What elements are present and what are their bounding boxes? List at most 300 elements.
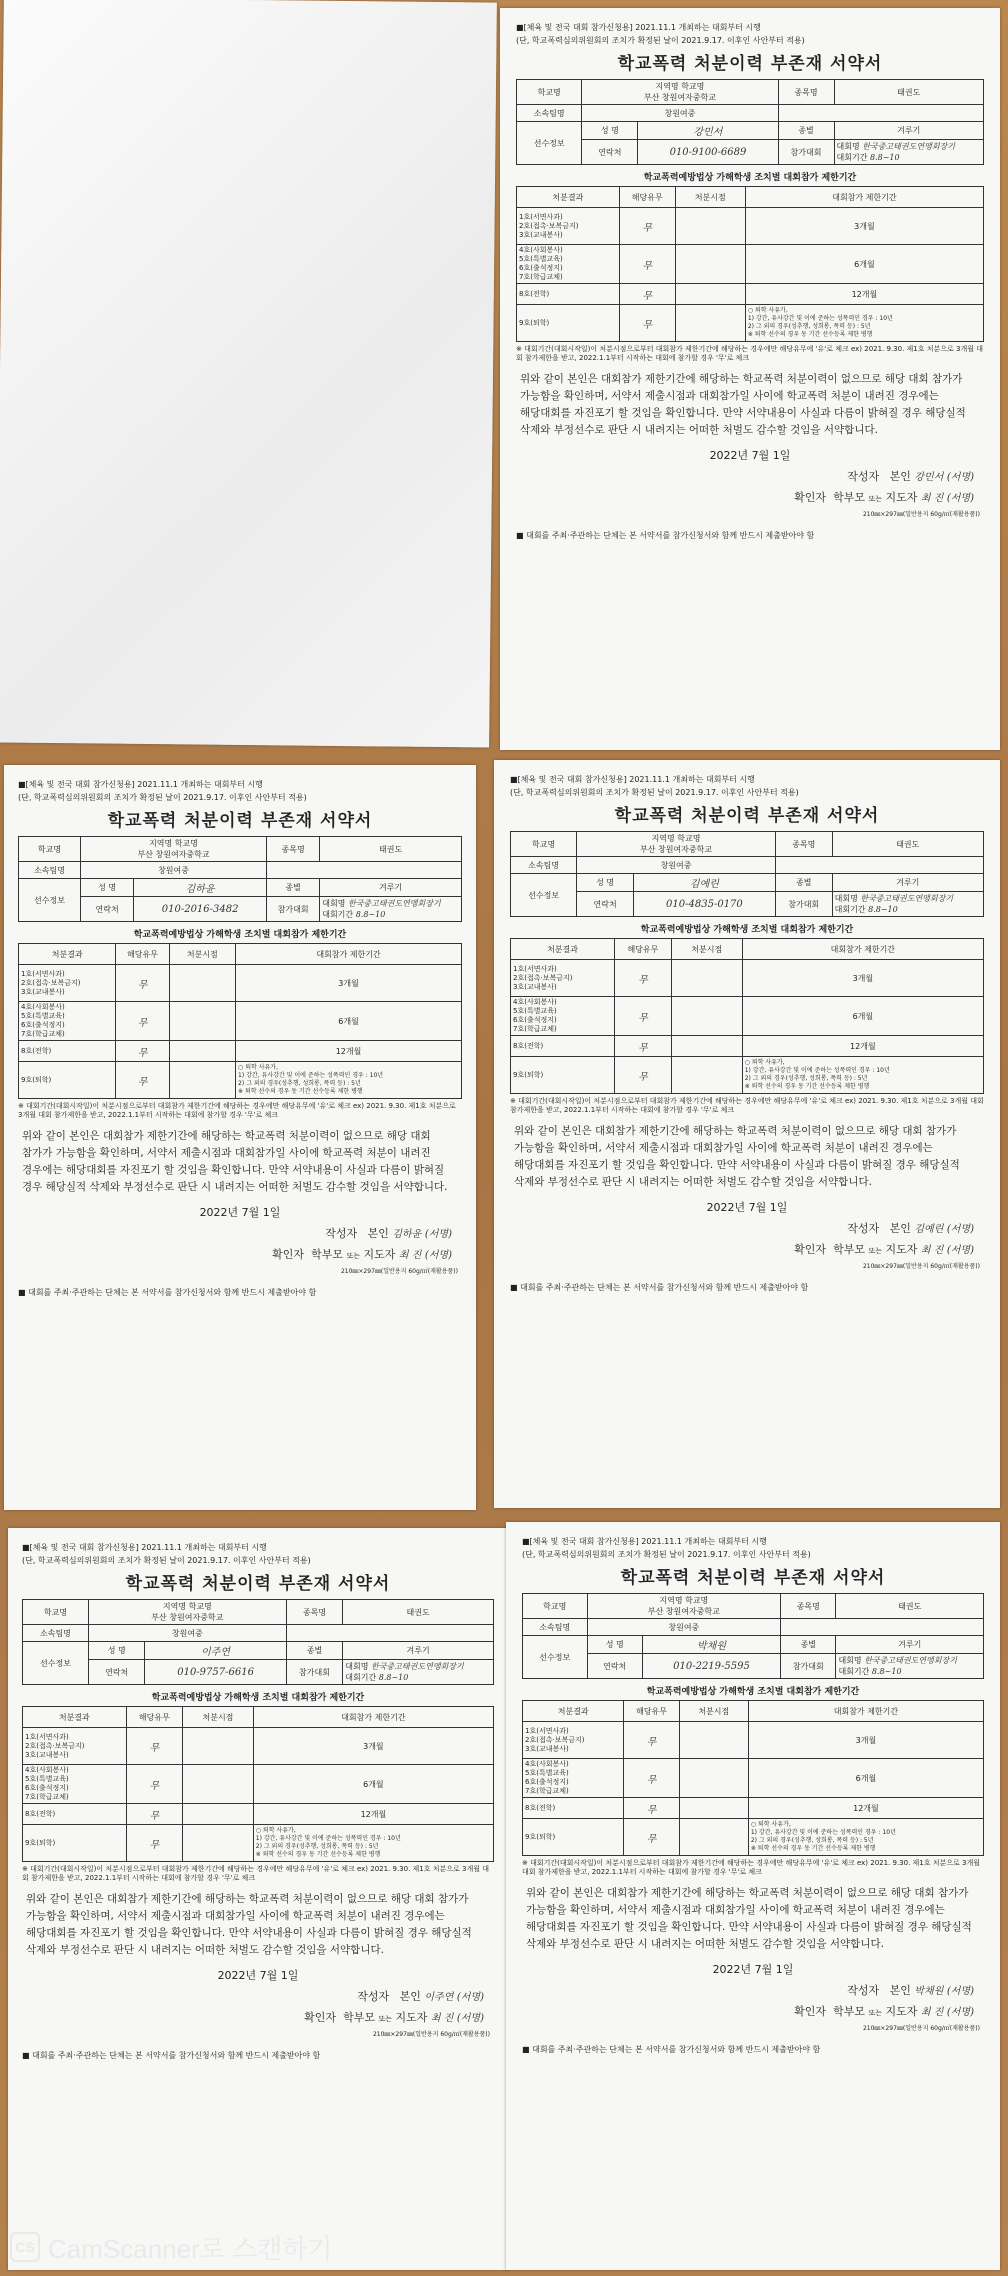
col-header-timing: 처분시점 [679, 1701, 748, 1722]
limit-expulsion: ○ 퇴학 사유가, 1) 강간, 유사강간 및 이에 준하는 성폭력인 경우 : 10년 2) 그 외의 경우(성추행, 성희롱, 폭력 등) : 5년 ※ 퇴학 선수의 경우 동 기간 선수등록 제한 병행 [742, 1057, 983, 1094]
col-header-timing: 처분시점 [183, 1707, 254, 1728]
player-contact: 010-9100-6689 [638, 140, 778, 165]
paper-spec: 210㎜×297㎜(일반용지 60g/㎡(재활용품)) [862, 511, 980, 518]
or-label: 또는 [346, 1252, 360, 1260]
pledge-date: 2022년 7월 1일 [217, 1969, 299, 1982]
school-name-cell [582, 80, 778, 105]
info-table [18, 836, 462, 922]
label-event: 종목명 [778, 80, 834, 105]
confirmer-label: 확인자 [272, 1248, 305, 1261]
timing-cell [679, 1798, 748, 1819]
label-event-participation: 참가대회 [781, 1654, 836, 1679]
event-name: 태권도 [343, 1600, 494, 1625]
label-player-info: 선수정보 [19, 879, 81, 922]
limit-12-months: 12개월 [236, 1041, 462, 1062]
timing-cell [679, 1759, 748, 1798]
competition-period: 8.8~10 [868, 905, 898, 914]
applicable-mark: 무 [619, 305, 675, 342]
author-line [516, 467, 974, 488]
measure-8: 8호(전학) [517, 284, 620, 305]
applicable-mark: 무 [624, 1819, 679, 1856]
col-header-result: 처분결과 [19, 944, 116, 965]
label-competition: 대회명 [322, 899, 346, 908]
pledge-date: 2022년 7월 1일 [712, 1963, 794, 1976]
limit-3-months: 3개월 [236, 965, 462, 1002]
form-header-line1: ■[체육 및 전국 대회 참가신청용] 2021.11.1 개최하는 대회부터 시행 [516, 23, 761, 32]
footer-note: ■ 대회를 주최·주관하는 단체는 본 서약서를 참가신청서와 함께 반드시 제출받아야 함 [522, 2045, 821, 2054]
player-name: 박채원 [642, 1636, 780, 1654]
confirmer-label: 확인자 [304, 2011, 337, 2024]
limit-3-months: 3개월 [745, 208, 983, 245]
label-category: 종별 [286, 1642, 343, 1660]
team-name: 창원여중 [88, 1625, 286, 1642]
coach-signature: 최 진 [430, 2013, 454, 2024]
empty-cell [778, 105, 984, 122]
event-name: 태권도 [832, 832, 983, 857]
author-signature: 김예린 [914, 1224, 944, 1235]
self-label: 본인 [367, 1227, 389, 1240]
label-period: 대회기간 [836, 153, 868, 162]
pledge-sheet-4 [8, 1528, 508, 2270]
author-label: 작성자 [325, 1227, 358, 1240]
coach-signature: 최 진 [920, 1245, 944, 1256]
label-affiliation: 소속팀명 [523, 1619, 588, 1636]
coach-label: 지도자 [885, 2005, 918, 2018]
confirmer-line [18, 1245, 452, 1266]
parent-label: 학부모 [343, 2011, 375, 2024]
label-name: 성 명 [582, 122, 638, 140]
info-table [522, 1593, 984, 1679]
label-school-name: 학교명 [523, 1594, 588, 1619]
author-seal: (서명) [424, 1229, 452, 1240]
competition-period: 8.8~10 [870, 153, 900, 162]
form-title: 학교폭력 처분이력 부존재 서약서 [617, 54, 883, 74]
form-header-line2: (단, 학교폭력심의위원회의 조치가 확정된 날이 2021.9.17. 이후인 사안부터 적용) [516, 36, 805, 45]
table-note: ※ 대회기간(대회시작일)이 처분시점으로부터 대회참가 제한기간에 해당하는 경우에만 해당유무에 '유'로 체크 ex) 2021. 9.30. 제1호 처분으로 3개월 대회 참가제한을 받고, 2022.1.1부터 시작하는 대회에 참가할 경우 '무'로 체크 [522, 1859, 980, 1876]
restriction-table [22, 1706, 494, 1862]
school-region: 지역명 학교명 [655, 82, 705, 91]
self-label: 본인 [889, 470, 911, 483]
label-event: 종목명 [775, 832, 832, 857]
limit-3-months: 3개월 [742, 960, 983, 997]
team-name: 창원여중 [582, 105, 778, 122]
label-affiliation: 소속팀명 [23, 1625, 89, 1642]
applicable-mark: 무 [126, 1804, 183, 1825]
category: 겨루기 [834, 122, 983, 140]
section-title: 학교폭력예방법상 가해학생 조치별 대회참가 제한기간 [643, 173, 857, 183]
label-player-info: 선수정보 [23, 1642, 89, 1685]
pledge-sheet-3 [494, 760, 1000, 1508]
school-region: 지역명 학교명 [162, 1602, 212, 1611]
category: 겨루기 [320, 879, 462, 897]
blank-sheet [0, 0, 497, 748]
timing-cell [671, 960, 742, 997]
form-title: 학교폭력 처분이력 부존재 서약서 [107, 811, 373, 831]
col-header-limit: 대회참가 제한기간 [742, 939, 983, 960]
col-header-limit: 대회참가 제한기간 [253, 1707, 493, 1728]
measure-group-1: 1호(서면사과) 2호(접촉·보복금지) 3호(교내봉사) [523, 1722, 624, 1759]
author-signature: 박채원 [914, 1986, 944, 1997]
label-contact: 연락처 [587, 1654, 642, 1679]
timing-cell [183, 1804, 254, 1825]
limit-12-months: 12개월 [742, 1036, 983, 1057]
applicable-mark: 무 [624, 1722, 679, 1759]
competition-cell [320, 897, 462, 922]
coach-signature: 최 진 [398, 1250, 422, 1261]
coach-label: 지도자 [395, 2011, 428, 2024]
applicable-mark: 무 [615, 1057, 672, 1094]
author-label: 작성자 [847, 470, 880, 483]
form-header-line2: (단, 학교폭력심의위원회의 조치가 확정된 날이 2021.9.17. 이후인 사안부터 적용) [510, 788, 799, 797]
label-competition: 대회명 [836, 142, 860, 151]
measure-9: 9호(퇴학) [511, 1057, 615, 1094]
competition-cell [834, 140, 983, 165]
coach-seal: (서명) [946, 493, 974, 504]
col-header-limit: 대회참가 제한기간 [748, 1701, 983, 1722]
footer-note: ■ 대회를 주최·주관하는 단체는 본 서약서를 참가신청서와 함께 반드시 제출받아야 함 [510, 1283, 809, 1292]
parent-label: 학부모 [311, 1248, 343, 1261]
info-table [22, 1599, 494, 1685]
limit-expulsion: ○ 퇴학 사유가, 1) 강간, 유사강간 및 이에 준하는 성폭력인 경우 : 10년 2) 그 외의 경우(성추행, 성희롱, 폭력 등) : 5년 ※ 퇴학 선수의 경우 동 기간 선수등록 제한 병행 [745, 305, 983, 342]
col-header-limit: 대회참가 제한기간 [745, 187, 983, 208]
measure-group-1: 1호(서면사과) 2호(접촉·보복금지) 3호(교내봉사) [23, 1728, 127, 1765]
limit-3-months: 3개월 [253, 1728, 493, 1765]
author-line [510, 1219, 974, 1240]
watermark-text: CamScanner로 스캔하기 [48, 2233, 333, 2264]
player-name: 강민서 [638, 122, 778, 140]
footer-note: ■ 대회를 주최·주관하는 단체는 본 서약서를 참가신청서와 함께 반드시 제출받아야 함 [22, 2051, 321, 2060]
competition-period: 8.8~10 [378, 1673, 409, 1682]
pledge-text: 위와 같이 본인은 대회참가 제한기간에 해당하는 학교폭력 처분이력이 없으므로 해당 대회 참가가 가능함을 확인하며, 서약서 제출시점과 대회참가일 사이에 학교폭력 처분이 내려진 경우에는 해당대회를 자진포기 할 것임을 확인합니다. 만약 서약내용이 사실과 다름이 밝혀질 경우 해당실적 삭제와 부정선수로 판단 시 내려지는 어떠한 처벌도 감수할 것임을 서약합니다. [520, 373, 966, 436]
author-seal: (서명) [946, 472, 974, 483]
competition-period: 8.8~10 [871, 1667, 902, 1676]
applicable-mark: 무 [116, 965, 169, 1002]
measure-group-2: 4호(사회봉사) 5호(특별교육) 6호(출석정지) 7호(학급교체) [517, 245, 620, 284]
label-affiliation: 소속팀명 [511, 857, 577, 874]
measure-8: 8호(전학) [523, 1798, 624, 1819]
author-line [22, 1987, 484, 2008]
limit-6-months: 6개월 [253, 1765, 493, 1804]
col-header-applicable: 해당유무 [615, 939, 672, 960]
applicable-mark: 무 [116, 1041, 169, 1062]
col-header-timing: 처분시점 [169, 944, 235, 965]
school-region: 지역명 학교명 [659, 1596, 709, 1605]
or-label: 또는 [868, 1247, 882, 1255]
label-competition: 대회명 [838, 1656, 862, 1665]
applicable-mark: 무 [624, 1759, 679, 1798]
school-name: 부산 창원여자중학교 [643, 93, 716, 102]
measure-9: 9호(퇴학) [23, 1825, 127, 1862]
author-seal: (서명) [456, 1992, 484, 2003]
confirmer-label: 확인자 [794, 2005, 827, 2018]
section-title: 학교폭력예방법상 가해학생 조치별 대회참가 제한기간 [640, 925, 854, 935]
restriction-table [516, 186, 984, 342]
label-event: 종목명 [781, 1594, 836, 1619]
applicable-mark: 무 [624, 1798, 679, 1819]
competition-cell [343, 1660, 494, 1685]
timing-cell [671, 1036, 742, 1057]
self-label: 본인 [889, 1984, 911, 1997]
measure-group-2: 4호(사회봉사) 5호(특별교육) 6호(출석정지) 7호(학급교체) [23, 1765, 127, 1804]
section-title: 학교폭력예방법상 가해학생 조치별 대회참가 제한기간 [133, 930, 347, 940]
limit-6-months: 6개월 [742, 997, 983, 1036]
author-label: 작성자 [357, 1990, 390, 2003]
parent-label: 학부모 [833, 1243, 865, 1256]
timing-cell [169, 1041, 235, 1062]
label-category: 종별 [775, 874, 832, 892]
competition-name: 한국중고태권도연맹회장기 [371, 1662, 464, 1671]
applicable-mark: 무 [615, 997, 672, 1036]
col-header-limit: 대회참가 제한기간 [236, 944, 462, 965]
measure-group-1: 1호(서면사과) 2호(접촉·보복금지) 3호(교내봉사) [19, 965, 116, 1002]
restriction-table [522, 1700, 984, 1856]
or-label: 또는 [868, 2009, 882, 2017]
measure-group-2: 4호(사회봉사) 5호(특별교육) 6호(출석정지) 7호(학급교체) [523, 1759, 624, 1798]
timing-cell [675, 305, 745, 342]
label-school-name: 학교명 [19, 837, 81, 862]
label-competition: 대회명 [345, 1662, 369, 1671]
measure-8: 8호(전학) [23, 1804, 127, 1825]
limit-expulsion: ○ 퇴학 사유가, 1) 강간, 유사강간 및 이에 준하는 성폭력인 경우 : 10년 2) 그 외의 경우(성추행, 성희롱, 폭력 등) : 5년 ※ 퇴학 선수의 경우 동 기간 선수등록 제한 병행 [253, 1825, 493, 1862]
player-contact: 010-2219-5595 [642, 1654, 780, 1679]
table-note: ※ 대회기간(대회시작일)이 처분시점으로부터 대회참가 제한기간에 해당하는 경우에만 해당유무에 '유'로 체크 ex) 2021. 9.30. 제1호 처분으로 3개월 대회 참가제한을 받고, 2022.1.1부터 시작하는 대회에 참가할 경우 '무'로 체크 [18, 1102, 456, 1119]
applicable-mark: 무 [615, 960, 672, 997]
col-header-applicable: 해당유무 [624, 1701, 679, 1722]
form-header-line1: ■[체육 및 전국 대회 참가신청용] 2021.11.1 개최하는 대회부터 시행 [522, 1537, 767, 1546]
team-name: 창원여중 [587, 1619, 781, 1636]
player-name: 이주연 [145, 1642, 286, 1660]
label-name: 성 명 [577, 874, 634, 892]
confirmer-label: 확인자 [794, 1243, 827, 1256]
label-player-info: 선수정보 [523, 1636, 588, 1679]
school-name: 부산 창원여자중학교 [647, 1607, 720, 1616]
label-player-info: 선수정보 [511, 874, 577, 917]
pledge-text: 위와 같이 본인은 대회참가 제한기간에 해당하는 학교폭력 처분이력이 없으므로 해당 대회 참가가 가능함을 확인하며, 서약서 제출시점과 대회참가일 사이에 학교폭력 처분이 내려진 경우에는 해당대회를 자진포기 할 것임을 확인합니다. 만약 서약내용이 사실과 다름이 밝혀질 경우 해당실적 삭제와 부정선수로 판단 시 내려지는 어떠한 처벌도 감수할 것임을 서약합니다. [22, 1130, 448, 1193]
restriction-table [18, 943, 462, 1099]
applicable-mark: 무 [116, 1062, 169, 1099]
confirmer-line [510, 1240, 974, 1261]
pledge-date: 2022년 7월 1일 [709, 449, 791, 462]
label-school-name: 학교명 [511, 832, 577, 857]
label-contact: 연락처 [577, 892, 634, 917]
school-name: 부산 창원여자중학교 [151, 1613, 224, 1622]
label-event: 종목명 [286, 1600, 343, 1625]
competition-name: 한국중고태권도연맹회장기 [347, 899, 441, 908]
competition-name: 한국중고태권도연맹회장기 [862, 142, 956, 151]
empty-cell [267, 862, 462, 879]
pledge-sheet-1 [500, 8, 1000, 750]
coach-seal: (서명) [946, 1245, 974, 1256]
competition-cell [832, 892, 983, 917]
measure-group-2: 4호(사회봉사) 5호(특별교육) 6호(출석정지) 7호(학급교체) [19, 1002, 116, 1041]
limit-12-months: 12개월 [253, 1804, 493, 1825]
paper-spec: 210㎜×297㎜(일반용지 60g/㎡(재활용품)) [372, 2031, 490, 2038]
event-name: 태권도 [834, 80, 983, 105]
col-header-applicable: 해당유무 [116, 944, 169, 965]
label-category: 종별 [781, 1636, 836, 1654]
limit-12-months: 12개월 [748, 1798, 983, 1819]
coach-label: 지도자 [363, 1248, 396, 1261]
player-name: 김하윤 [134, 879, 267, 897]
player-name: 김예린 [633, 874, 775, 892]
competition-period: 8.8~10 [355, 910, 386, 919]
col-header-timing: 처분시점 [675, 187, 745, 208]
info-table [516, 79, 984, 165]
parent-label: 학부모 [833, 491, 865, 504]
measure-8: 8호(전학) [19, 1041, 116, 1062]
author-label: 작성자 [847, 1222, 880, 1235]
author-signature: 이주연 [424, 1992, 454, 2003]
timing-cell [675, 245, 745, 284]
self-label: 본인 [399, 1990, 421, 2003]
paper-spec: 210㎜×297㎜(일반용지 60g/㎡(재활용품)) [862, 1263, 980, 1270]
competition-cell [836, 1654, 984, 1679]
limit-12-months: 12개월 [745, 284, 983, 305]
pledge-sheet-2 [4, 765, 476, 1510]
label-period: 대회기간 [834, 905, 866, 914]
label-event-participation: 참가대회 [775, 892, 832, 917]
timing-cell [169, 1062, 235, 1099]
event-name: 태권도 [320, 837, 462, 862]
timing-cell [675, 284, 745, 305]
label-school-name: 학교명 [23, 1600, 89, 1625]
author-line [18, 1224, 452, 1245]
category: 겨루기 [832, 874, 983, 892]
timing-cell [183, 1728, 254, 1765]
confirmer-line [522, 2002, 974, 2023]
competition-name: 한국중고태권도연맹회장기 [860, 894, 954, 903]
label-period: 대회기간 [322, 910, 354, 919]
author-label: 작성자 [847, 1984, 880, 1997]
applicable-mark: 무 [615, 1036, 672, 1057]
category: 겨루기 [343, 1642, 494, 1660]
author-signature: 강민서 [914, 472, 944, 483]
applicable-mark: 무 [116, 1002, 169, 1041]
school-name-cell [81, 837, 267, 862]
limit-3-months: 3개월 [748, 1722, 983, 1759]
label-contact: 연락처 [582, 140, 638, 165]
col-header-result: 처분결과 [511, 939, 615, 960]
school-name-cell [88, 1600, 286, 1625]
school-region: 지역명 학교명 [651, 834, 701, 843]
measure-group-1: 1호(서면사과) 2호(접촉·보복금지) 3호(교내봉사) [511, 960, 615, 997]
col-header-applicable: 해당유무 [619, 187, 675, 208]
applicable-mark: 무 [126, 1825, 183, 1862]
label-player-info: 선수정보 [517, 122, 582, 165]
label-category: 종별 [267, 879, 320, 897]
paper-spec: 210㎜×297㎜(일반용지 60g/㎡(재활용품)) [862, 2025, 980, 2032]
restriction-table [510, 938, 984, 1094]
coach-seal: (서명) [424, 1250, 452, 1261]
label-affiliation: 소속팀명 [517, 105, 582, 122]
self-label: 본인 [889, 1222, 911, 1235]
paper-spec: 210㎜×297㎜(일반용지 60g/㎡(재활용품)) [340, 1268, 458, 1275]
school-name-cell [587, 1594, 781, 1619]
pledge-date: 2022년 7월 1일 [199, 1206, 281, 1219]
info-table [510, 831, 984, 917]
form-header-line2: (단, 학교폭력심의위원회의 조치가 확정된 날이 2021.9.17. 이후인 사안부터 적용) [22, 1556, 311, 1565]
form-header-line1: ■[체육 및 전국 대회 참가신청용] 2021.11.1 개최하는 대회부터 시행 [18, 780, 263, 789]
label-period: 대회기간 [345, 1673, 377, 1682]
measure-9: 9호(퇴학) [517, 305, 620, 342]
author-signature: 김하윤 [392, 1229, 422, 1240]
timing-cell [183, 1765, 254, 1804]
or-label: 또는 [868, 495, 882, 503]
measure-9: 9호(퇴학) [523, 1819, 624, 1856]
confirmer-line [516, 488, 974, 509]
team-name: 창원여중 [81, 862, 267, 879]
timing-cell [169, 1002, 235, 1041]
coach-seal: (서명) [946, 2007, 974, 2018]
label-name: 성 명 [88, 1642, 145, 1660]
camscanner-watermark [10, 2232, 333, 2262]
limit-6-months: 6개월 [745, 245, 983, 284]
timing-cell [169, 965, 235, 1002]
table-note: ※ 대회기간(대회시작일)이 처분시점으로부터 대회참가 제한기간에 해당하는 경우에만 해당유무에 '유'로 체크 ex) 2021. 9.30. 제1호 처분으로 3개월 대회 참가제한을 받고, 2022.1.1부터 시작하는 대회에 참가할 경우 '무'로 체크 [510, 1097, 984, 1114]
coach-label: 지도자 [885, 1243, 918, 1256]
section-title: 학교폭력예방법상 가해학생 조치별 대회참가 제한기간 [646, 1687, 860, 1697]
limit-6-months: 6개월 [748, 1759, 983, 1798]
label-period: 대회기간 [838, 1667, 870, 1676]
applicable-mark: 무 [126, 1765, 183, 1804]
empty-cell [781, 1619, 984, 1636]
col-header-applicable: 해당유무 [126, 1707, 183, 1728]
timing-cell [679, 1819, 748, 1856]
applicable-mark: 무 [619, 245, 675, 284]
form-header-line2: (단, 학교폭력심의위원회의 조치가 확정된 날이 2021.9.17. 이후인 사안부터 적용) [18, 793, 307, 802]
pledge-text: 위와 같이 본인은 대회참가 제한기간에 해당하는 학교폭력 처분이력이 없으므로 해당 대회 참가가 가능함을 확인하며, 서약서 제출시점과 대회참가일 사이에 학교폭력 처분이 내려진 경우에는 해당대회를 자진포기 할 것임을 확인합니다. 만약 서약내용이 사실과 다름이 밝혀질 경우 해당실적 삭제와 부정선수로 판단 시 내려지는 어떠한 처벌도 감수할 것임을 서약합니다. [26, 1893, 472, 1956]
confirmer-label: 확인자 [794, 491, 827, 504]
or-label: 또는 [378, 2015, 392, 2023]
team-name: 창원여중 [577, 857, 776, 874]
applicable-mark: 무 [619, 284, 675, 305]
pledge-date: 2022년 7월 1일 [706, 1201, 788, 1214]
coach-signature: 최 진 [920, 2007, 944, 2018]
label-competition: 대회명 [834, 894, 858, 903]
form-title: 학교폭력 처분이력 부존재 서약서 [620, 1568, 886, 1588]
limit-6-months: 6개월 [236, 1002, 462, 1041]
author-seal: (서명) [946, 1986, 974, 1997]
player-contact: 010-4835-0170 [633, 892, 775, 917]
author-seal: (서명) [946, 1224, 974, 1235]
label-event: 종목명 [267, 837, 320, 862]
applicable-mark: 무 [126, 1728, 183, 1765]
label-name: 성 명 [81, 879, 134, 897]
school-name: 부산 창원여자중학교 [639, 845, 713, 854]
timing-cell [183, 1825, 254, 1862]
category: 겨루기 [836, 1636, 984, 1654]
col-header-result: 처분결과 [523, 1701, 624, 1722]
label-school-name: 학교명 [517, 80, 582, 105]
form-header-line1: ■[체육 및 전국 대회 참가신청용] 2021.11.1 개최하는 대회부터 시행 [22, 1543, 267, 1552]
form-header-line2: (단, 학교폭력심의위원회의 조치가 확정된 날이 2021.9.17. 이후인 사안부터 적용) [522, 1550, 811, 1559]
label-affiliation: 소속팀명 [19, 862, 81, 879]
limit-expulsion: ○ 퇴학 사유가, 1) 강간, 유사강간 및 이에 준하는 성폭력인 경우 : 10년 2) 그 외의 경우(성추행, 성희롱, 폭력 등) : 5년 ※ 퇴학 선수의 경우 동 기간 선수등록 제한 병행 [748, 1819, 983, 1856]
empty-cell [775, 857, 983, 874]
table-note: ※ 대회기간(대회시작일)이 처분시점으로부터 대회참가 제한기간에 해당하는 경우에만 해당유무에 '유'로 체크 ex) 2021. 9.30. 제1호 처분으로 3개월 대회 참가제한을 받고, 2022.1.1부터 시작하는 대회에 참가할 경우 '무'로 체크 [516, 345, 983, 362]
col-header-result: 처분결과 [517, 187, 620, 208]
measure-group-2: 4호(사회봉사) 5호(특별교육) 6호(출석정지) 7호(학급교체) [511, 997, 615, 1036]
timing-cell [675, 208, 745, 245]
section-title: 학교폭력예방법상 가해학생 조치별 대회참가 제한기간 [151, 1693, 365, 1703]
label-event-participation: 참가대회 [286, 1660, 343, 1685]
school-region: 지역명 학교명 [149, 839, 198, 848]
limit-expulsion: ○ 퇴학 사유가, 1) 강간, 유사강간 및 이에 준하는 성폭력인 경우 : 10년 2) 그 외의 경우(성추행, 성희롱, 폭력 등) : 5년 ※ 퇴학 선수의 경우 동 기간 선수등록 제한 병행 [236, 1062, 462, 1099]
table-note: ※ 대회기간(대회시작일)이 처분시점으로부터 대회참가 제한기간에 해당하는 경우에만 해당유무에 '유'로 체크 ex) 2021. 9.30. 제1호 처분으로 3개월 대회 참가제한을 받고, 2022.1.1부터 시작하는 대회에 참가할 경우 '무'로 체크 [22, 1865, 489, 1882]
pledge-text: 위와 같이 본인은 대회참가 제한기간에 해당하는 학교폭력 처분이력이 없으므로 해당 대회 참가가 가능함을 확인하며, 서약서 제출시점과 대회참가일 사이에 학교폭력 처분이 내려진 경우에는 해당대회를 자진포기 할 것임을 확인합니다. 만약 서약내용이 사실과 다름이 밝혀질 경우 해당실적 삭제와 부정선수로 판단 시 내려지는 어떠한 처벌도 감수할 것임을 서약합니다. [526, 1887, 972, 1950]
label-contact: 연락처 [88, 1660, 145, 1685]
footer-note: ■ 대회를 주최·주관하는 단체는 본 서약서를 참가신청서와 함께 반드시 제출받아야 함 [18, 1288, 317, 1297]
